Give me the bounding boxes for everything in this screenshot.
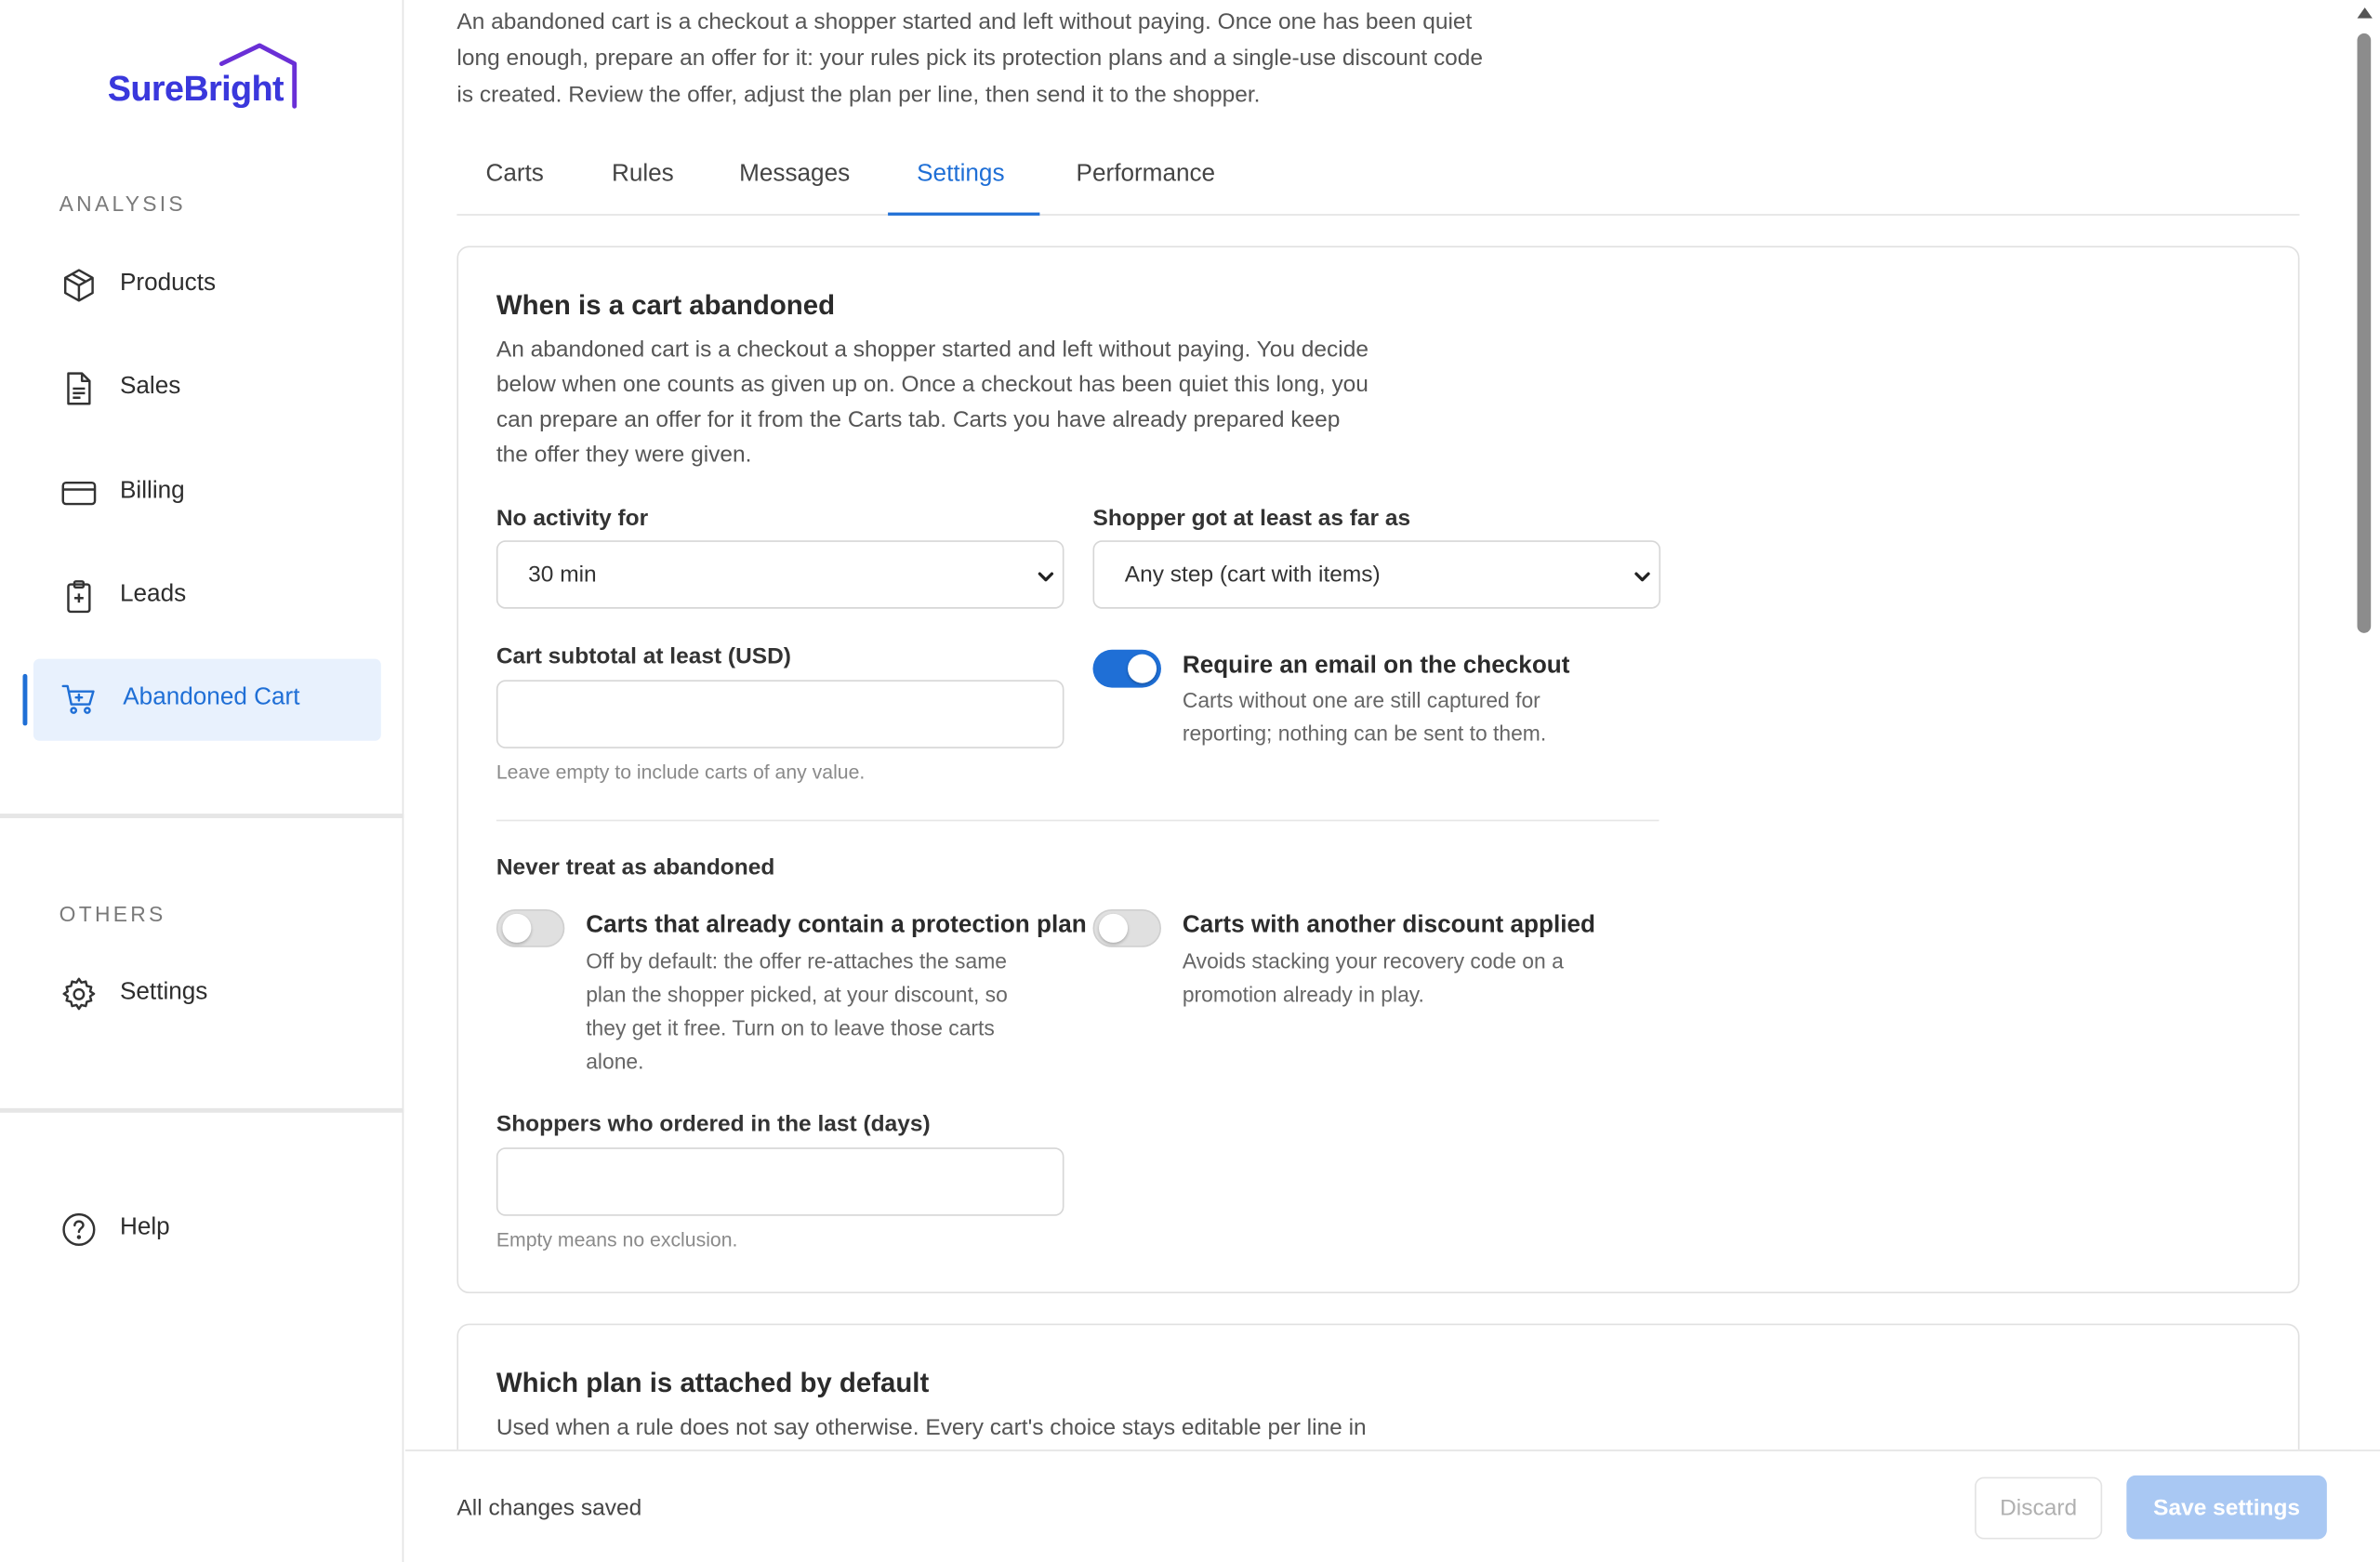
subtotal-hint: Leave empty to include carts of any value.: [496, 760, 866, 784]
brand-name: SureBright: [107, 68, 284, 108]
active-tab-underline: [888, 213, 1039, 216]
clipboard-plus-icon: [60, 578, 97, 615]
ordered-days-hint: Empty means no exclusion.: [496, 1227, 738, 1251]
protection-plan-desc: Off by default: the offer re-attaches the same plan the shopper picked, at your discount, so they get it free. Turn on to leave those carts alone.: [586, 948, 1008, 1074]
card-description: An abandoned cart is a checkout a shopper started and left without paying. You decide below when one counts as given up on. Once a checkout has been quiet this long, you can prepare an offer for it from the Carts tab. Carts you have already prepared keep the offer they were given.: [496, 337, 1368, 468]
tab-messages[interactable]: Messages: [739, 161, 851, 187]
protection-plan-toggle[interactable]: [496, 909, 564, 947]
cart-icon: [60, 682, 97, 718]
other-discount-toggle[interactable]: [1093, 909, 1161, 947]
scrollbar-thumb[interactable]: [2358, 33, 2372, 633]
save-bar: [405, 1449, 2380, 1562]
active-indicator: [22, 674, 27, 726]
gear-icon: [60, 976, 97, 1013]
sidebar-item-label: Leads: [119, 581, 187, 608]
scroll-up-arrow-icon[interactable]: [2358, 7, 2373, 18]
other-discount-desc: Avoids stacking your recovery code on a promotion already in play.: [1182, 948, 1564, 1007]
package-icon: [60, 267, 97, 303]
require-email-desc: Carts without one are still captured for reporting; nothing can be sent to them.: [1182, 687, 1547, 746]
sidebar-item-label: Billing: [119, 478, 185, 505]
no-activity-label: No activity for: [496, 505, 649, 532]
sidebar-item-label: Help: [119, 1214, 170, 1240]
page-intro: An abandoned cart is a checkout a shopper started and left without paying. Once one has been quiet long enough, prepare an offer for it: your rules pick its protection plans and a single-use discount code is created. Review the offer, adjust the plan per line, then send it to the shopper.: [456, 8, 1484, 108]
credit-card-icon: [60, 475, 97, 511]
toggle-knob: [502, 914, 531, 943]
surebright-logo[interactable]: [108, 43, 305, 115]
ordered-days-input[interactable]: [496, 1147, 1064, 1215]
card-description: Used when a rule does not say otherwise. Every cart's choice stays editable per line in: [496, 1414, 1367, 1441]
sidebar-item-billing[interactable]: [33, 453, 381, 535]
tab-carts[interactable]: Carts: [485, 161, 544, 187]
section-divider: [496, 820, 1659, 822]
subtotal-label: Cart subtotal at least (USD): [496, 643, 791, 669]
sidebar-item-help[interactable]: [33, 1188, 381, 1270]
select-value: Any step (cart with items): [1124, 562, 1381, 588]
sidebar: [0, 0, 403, 1562]
sidebar-item-settings[interactable]: [33, 953, 381, 1035]
sidebar-item-abandoned-cart[interactable]: [33, 659, 381, 741]
default-plan-card: [456, 1324, 2299, 1450]
sidebar-divider: [0, 814, 403, 818]
toggle-knob: [1099, 914, 1128, 943]
scrollbar[interactable]: [2351, 0, 2380, 1449]
section-title-others: OTHERS: [59, 901, 166, 926]
chevron-down-icon: [1035, 566, 1056, 588]
shield-roof-icon: [218, 43, 298, 110]
chevron-down-icon: [1632, 566, 1653, 588]
card-title: When is a cart abandoned: [496, 289, 836, 321]
discard-button[interactable]: Discard: [1975, 1477, 2102, 1540]
main-content: [405, 0, 2351, 1449]
sidebar-divider: [0, 1108, 403, 1113]
section-title-analysis: ANALYSIS: [59, 191, 186, 216]
sidebar-item-label: Settings: [119, 979, 208, 1005]
sidebar-item-label: Products: [119, 270, 217, 297]
sidebar-item-label: Sales: [119, 373, 181, 400]
sidebar-item-label: Abandoned Cart: [123, 684, 300, 711]
save-status: All changes saved: [456, 1495, 642, 1521]
other-discount-title: Carts with another discount applied: [1182, 912, 1595, 938]
stage-label: Shopper got at least as far as: [1092, 505, 1411, 532]
checkout-stage-select[interactable]: [1093, 540, 1661, 608]
abandon-criteria-card: [456, 245, 2299, 1293]
ordered-days-label: Shoppers who ordered in the last (days): [496, 1111, 931, 1137]
toggle-knob: [1128, 655, 1157, 683]
select-value: 30 min: [528, 562, 597, 588]
protection-plan-title: Carts that already contain a protection plan: [586, 912, 1087, 938]
sidebar-item-products[interactable]: [33, 245, 381, 326]
card-title: Which plan is attached by default: [496, 1368, 930, 1398]
tab-settings[interactable]: Settings: [917, 161, 1005, 187]
tab-performance[interactable]: Performance: [1076, 161, 1216, 187]
require-email-toggle[interactable]: [1093, 650, 1161, 688]
document-icon: [60, 370, 97, 406]
tab-bar: [456, 146, 2299, 216]
tab-rules[interactable]: Rules: [611, 161, 674, 187]
no-activity-select[interactable]: [496, 540, 1064, 608]
save-settings-button[interactable]: Save settings: [2126, 1476, 2327, 1540]
sidebar-item-leads[interactable]: [33, 556, 381, 638]
subtotal-input[interactable]: [496, 680, 1064, 748]
sidebar-item-sales[interactable]: [33, 348, 381, 430]
require-email-title: Require an email on the checkout: [1182, 653, 1570, 679]
never-abandoned-title: Never treat as abandoned: [496, 854, 775, 880]
help-icon: [60, 1211, 97, 1248]
